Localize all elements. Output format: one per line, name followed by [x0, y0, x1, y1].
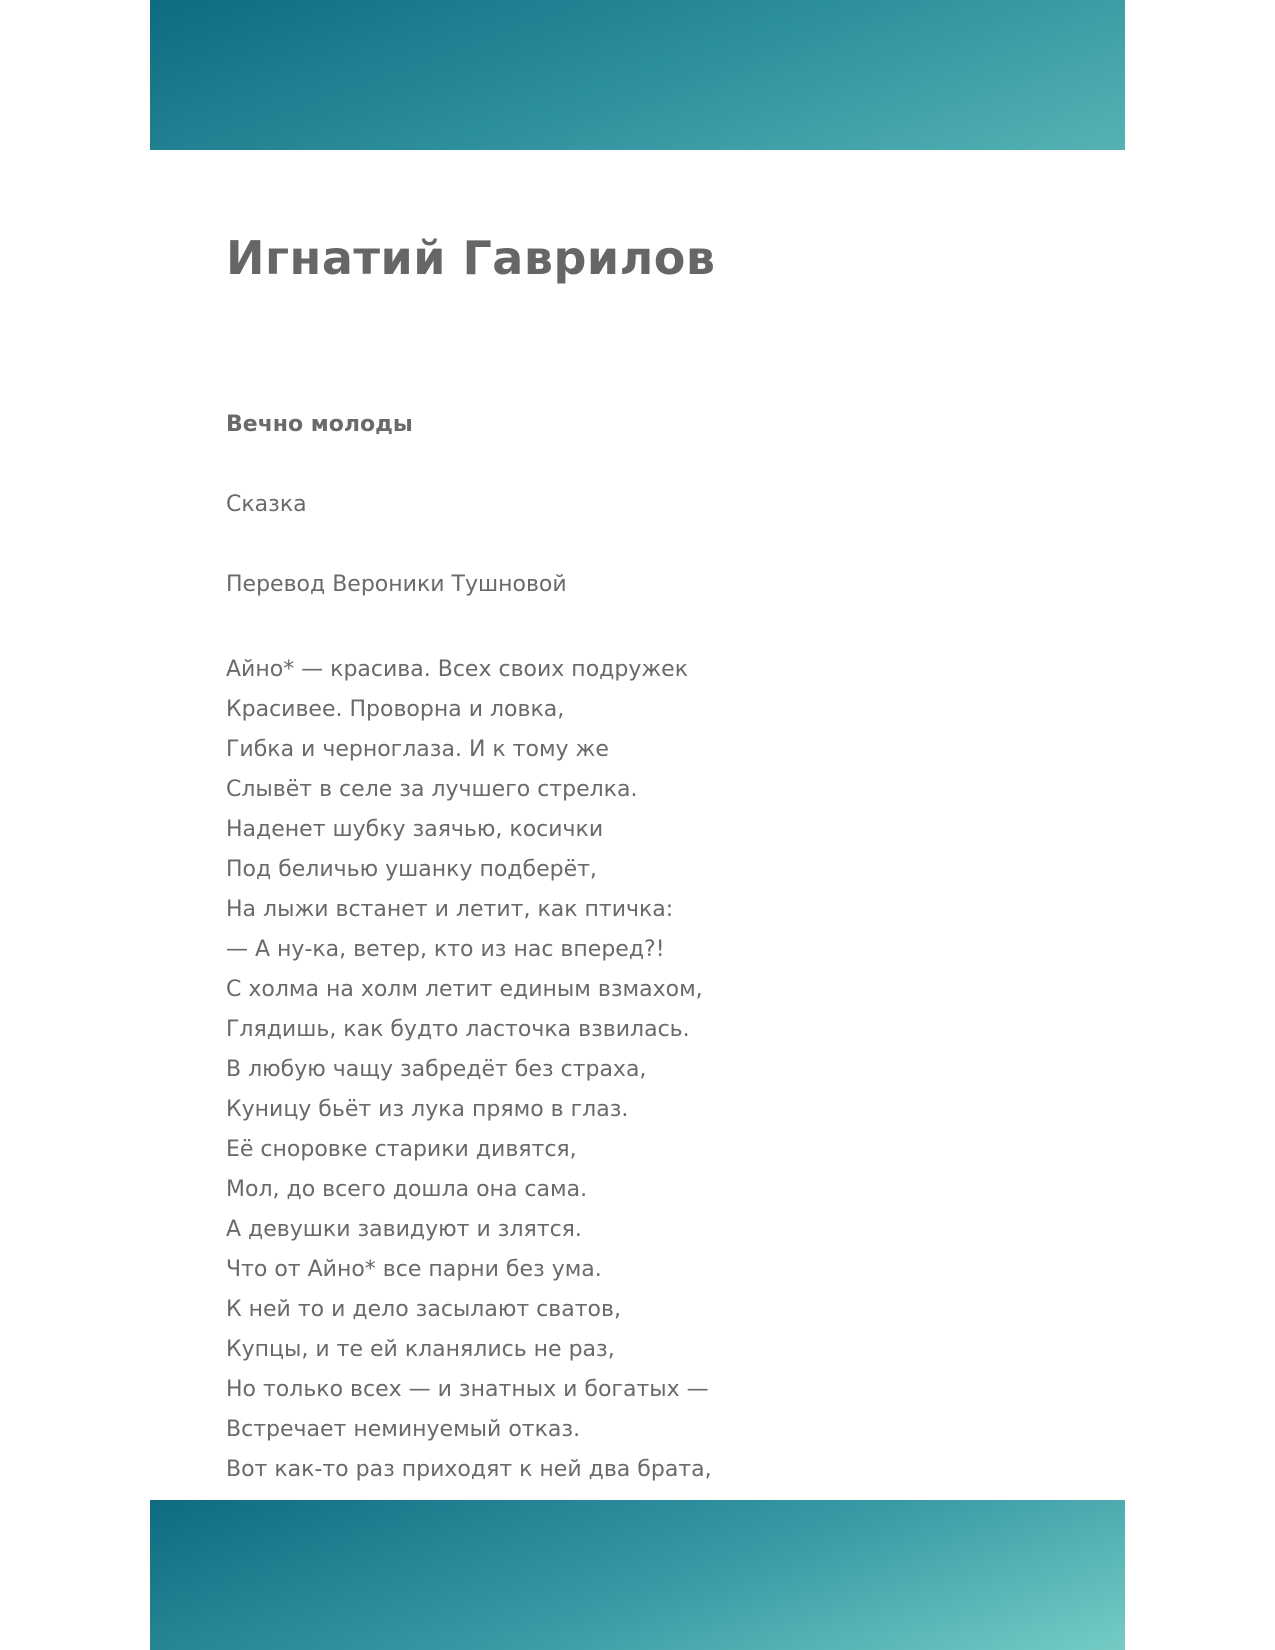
poem-line: С холма на холм летит единым взмахом, [226, 977, 703, 1002]
poem-line: Красивее. Проворна и ловка, [226, 697, 565, 722]
poem-line: Слывёт в селе за лучшего стрелка. [226, 777, 638, 802]
poem-line: — А ну-ка, ветер, кто из нас вперед?! [226, 937, 665, 962]
poem-line: А девушки завидуют и злятся. [226, 1217, 582, 1242]
poem-line: Что от Айно* все парни без ума. [226, 1257, 602, 1282]
poem-text [226, 650, 712, 1490]
poem-line: Её сноровке старики дивятся, [226, 1137, 577, 1162]
author-name: Игнатий Гаврилов [226, 231, 716, 285]
poem-line: Вот как-то раз приходят к ней два брата, [226, 1457, 712, 1482]
poem-line: Куницу бьёт из лука прямо в глаз. [226, 1097, 629, 1122]
poem-line: Купцы, и те ей кланялись не раз, [226, 1337, 615, 1362]
poem-line: К ней то и дело засылают сватов, [226, 1297, 621, 1322]
work-genre: Сказка [226, 492, 307, 517]
footer-band [150, 1500, 1125, 1650]
poem-line: Но только всех — и знатных и богатых — [226, 1377, 709, 1402]
poem-line: Под беличью ушанку подберёт, [226, 857, 597, 882]
poem-line: Встречает неминуемый отказ. [226, 1417, 581, 1442]
poem-line: Айно* — красива. Всех своих подружек [226, 657, 688, 682]
poem-line: Гибка и черноглаза. И к тому же [226, 737, 609, 762]
poem-line: Мол, до всего дошла она сама. [226, 1177, 588, 1202]
work-title: Вечно молоды [226, 412, 413, 437]
poem-line: Глядишь, как будто ласточка взвилась. [226, 1017, 690, 1042]
translator-credit: Перевод Вероники Тушновой [226, 572, 567, 597]
poem-line: В любую чащу забредёт без страха, [226, 1057, 647, 1082]
header-band [150, 0, 1125, 150]
poem-line: На лыжи встанет и летит, как птичка: [226, 897, 674, 922]
poem-line: Наденет шубку заячью, косички [226, 817, 604, 842]
